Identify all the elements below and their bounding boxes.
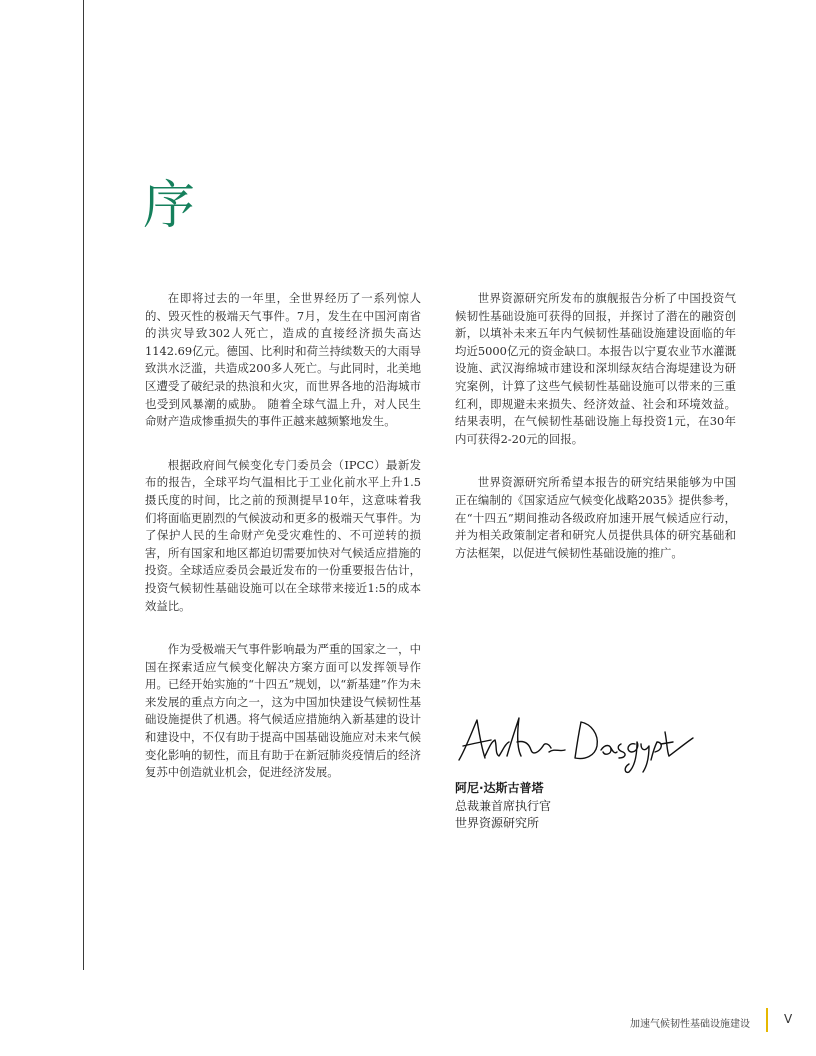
- footer-report-title: 加速气候韧性基础设施建设: [630, 1019, 750, 1030]
- left-margin-rule: [83, 0, 84, 970]
- paragraph: 世界资源研究所发布的旗舰报告分析了中国投资气候韧性基础设施可获得的回报，并探讨了潜在的融资创新，以填补未来五年内气候韧性基础设施建设面临的年均近5000亿元的资金缺口。本报告以宁夏农业节水灌溉设施、武汉海绵城市建设和深圳绿灰结合海堤建设为研究案例，计算了这些气候韧性基础设施可以带来的三重红利，即规避未来损失、经济效益、社会和环境效益。结果表明，在气候韧性基础设施上每投资1元，在30年内可获得2-20元的回报。: [455, 291, 736, 446]
- left-column: [145, 290, 421, 808]
- signatory-name: 阿尼·达斯古普塔: [455, 781, 544, 795]
- signatory-org: 世界资源研究所: [455, 816, 540, 830]
- right-column: [455, 290, 736, 588]
- handwritten-signature: [455, 712, 695, 778]
- page-number: V: [784, 1012, 793, 1026]
- paragraph: 世界资源研究所希望本报告的研究结果能够为中国正在编制的《国家适应气候变化战略2035》提供参考，在“十四五”期间推动各级政府加速开展气候适应行动，并为相关政策制定者和研究人员提供具体的研究基础和方法框架，以促进气候韧性基础设施的推广。: [455, 475, 736, 560]
- footer-divider: [766, 1008, 768, 1032]
- paragraph: 在即将过去的一年里，全世界经历了一系列惊人的、毁灭性的极端天气事件。7月，发生在中国河南省的洪灾导致302人死亡，造成的直接经济损失高达1142.69亿元。德国、比利时和荷兰持续数天的大雨导致洪水泛滥，共造成200多人死亡。与此同时，北美地区遭受了破纪录的热浪和火灾，而世界各地的沿海城市也受到风暴潮的威胁。 随着全球气温上升，对人民生命财产造成惨重损失的事件正越来越频繁地发生。: [145, 291, 421, 429]
- signatory-block: [455, 780, 551, 833]
- signatory-title: 总裁兼首席执行官: [455, 798, 552, 813]
- paragraph: 根据政府间气候变化专门委员会（IPCC）最新发布的报告，全球平均气温相比于工业化前水平上升1.5摄氏度的时间，比之前的预测提早10年，这意味着我们将面临更剧烈的气候波动和更多的极端天气事件。为了保护人民的生命财产免受灾难性的、不可逆转的损害，所有国家和地区都迫切需要加快对气候适应措施的投资。全球适应委员会最近发布的一份重要报告估计，投资气候韧性基础设施可以在全球带来接近1:5的成本效益比。: [145, 457, 421, 613]
- page-title: 序: [143, 176, 196, 236]
- paragraph: 作为受极端天气事件影响最为严重的国家之一，中国在探索适应气候变化解决方案方面可以发挥领导作用。已经开始实施的“十四五”规划，以“新基建”作为未来发展的重点方向之一，这为中国加快建设气候韧性基础设施提供了机遇。将气候适应措施纳入新基建的设计和建设中，不仅有助于提高中国基础设施应对未来气候变化影响的韧性，而且有助于在新冠肺炎疫情后的经济复苏中创造就业机会，促进经济发展。: [145, 642, 421, 780]
